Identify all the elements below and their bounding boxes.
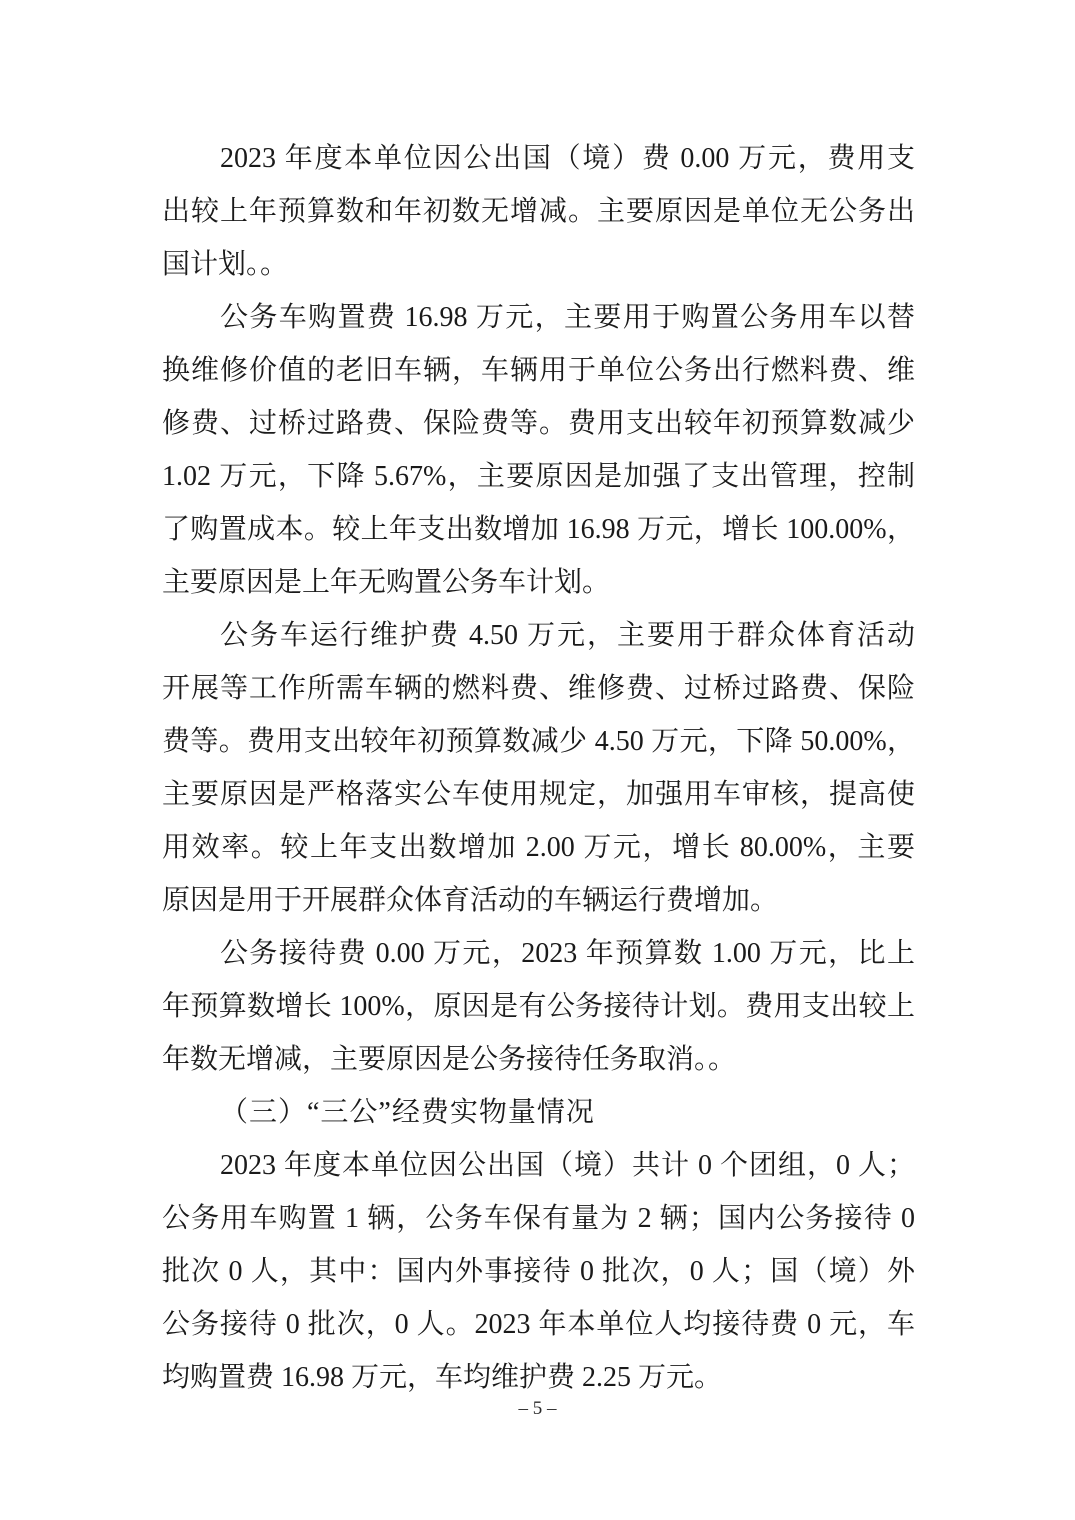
text-line: 国计划。。: [162, 249, 289, 280]
text-line: 用效率。较上年支出数增加 2.00 万元，增长 80.00%，主要: [162, 832, 915, 863]
text-line: 公务接待费 0.00 万元，2023 年预算数 1.00 万元，比上: [220, 938, 915, 969]
text-line: 1.02 万元，下降 5.67%，主要原因是加强了支出管理，控制: [162, 461, 915, 492]
text-line: 修费、过桥过路费、保险费等。费用支出较年初预算数减少: [162, 408, 915, 439]
text-line: 了购置成本。较上年支出数增加 16.98 万元，增长 100.00%，: [162, 514, 915, 545]
text-line: 公务用车购置 1 辆，公务车保有量为 2 辆；国内公务接待 0: [162, 1203, 915, 1234]
text-line: 开展等工作所需车辆的燃料费、维修费、过桥过路费、保险: [162, 673, 915, 704]
text-line: 主要原因是上年无购置公务车计划。: [162, 567, 611, 598]
text-line: 2023 年度本单位因公出国（境）共计 0 个团组，0 人；: [220, 1150, 915, 1181]
section-heading: [162, 1086, 915, 1139]
text-line: 主要原因是严格落实公车使用规定，加强用车审核，提高使: [162, 779, 915, 810]
text-line: 均购置费 16.98 万元，车均维护费 2.25 万元。: [162, 1362, 723, 1393]
text-line: 原因是用于开展群众体育活动的车辆运行费增加。: [162, 885, 779, 916]
text-line: 出较上年预算数和年初数无增减。主要原因是单位无公务出: [162, 196, 915, 227]
paragraph: [162, 291, 915, 609]
page-number: – 5 –: [518, 1398, 557, 1419]
text-line: 2023 年度本单位因公出国（境）费 0.00 万元，费用支: [220, 143, 915, 174]
heading-line: （三）“三公”经费实物量情况: [220, 1097, 595, 1128]
text-line: 公务接待 0 批次，0 人。2023 年本单位人均接待费 0 元，车: [162, 1309, 915, 1340]
paragraph: [162, 609, 915, 927]
document-body: [162, 132, 915, 1404]
text-line: 公务车运行维护费 4.50 万元，主要用于群众体育活动: [220, 620, 915, 651]
text-line: 批次 0 人，其中：国内外事接待 0 批次，0 人；国（境）外: [162, 1256, 915, 1287]
paragraph: [162, 1139, 915, 1404]
text-line: 年数无增减，主要原因是公务接待任务取消。。: [162, 1044, 737, 1075]
text-line: 换维修价值的老旧车辆，车辆用于单位公务出行燃料费、维: [162, 355, 915, 386]
text-line: 费等。费用支出较年初预算数减少 4.50 万元，下降 50.00%，: [162, 726, 915, 757]
text-line: 公务车购置费 16.98 万元，主要用于购置公务用车以替: [220, 302, 915, 333]
paragraph: [162, 927, 915, 1086]
paragraph: [162, 132, 915, 291]
text-line: 年预算数增长 100%，原因是有公务接待计划。费用支出较上: [162, 991, 915, 1022]
